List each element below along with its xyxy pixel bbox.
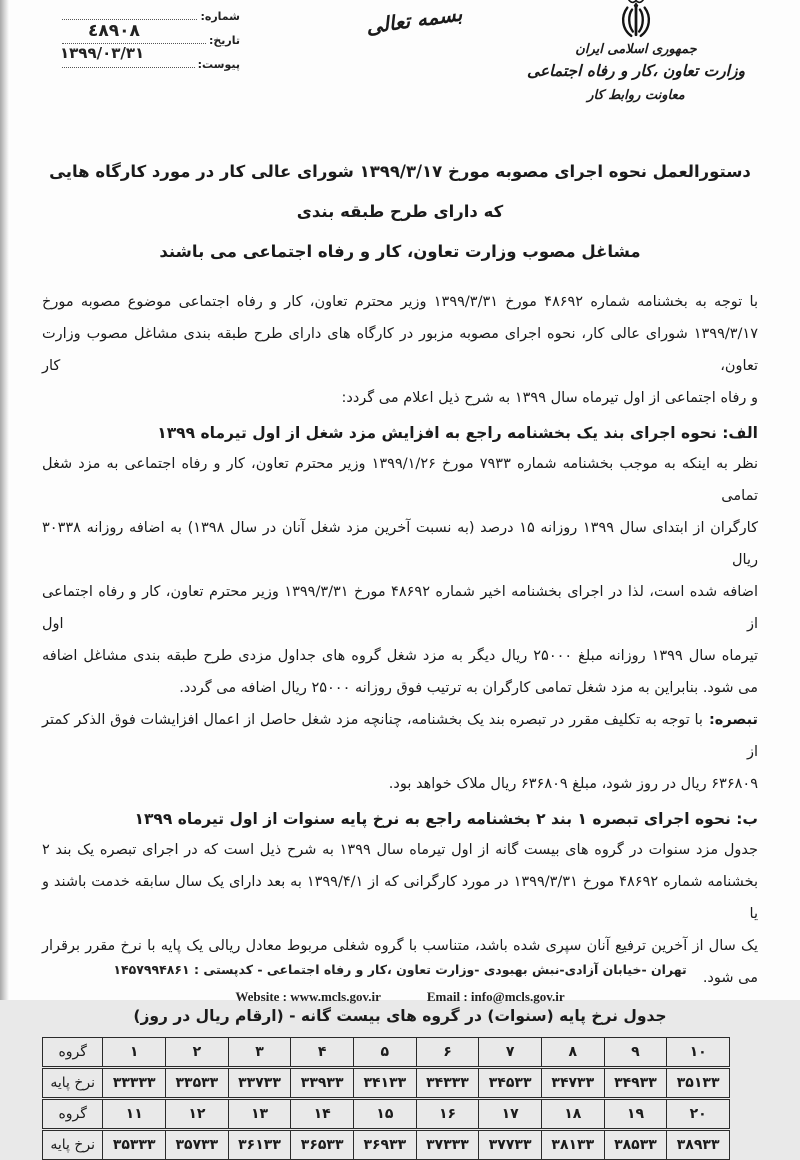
- rate-value-cell: ۳۵۳۳۳: [103, 1130, 166, 1160]
- rate-value-cell: ۳۶۹۳۳: [354, 1130, 417, 1160]
- group-number-cell: ۱۷: [479, 1099, 542, 1130]
- rate-value-cell: ۳۶۱۳۳: [228, 1130, 291, 1160]
- group-number-cell: ۱۱: [103, 1099, 166, 1130]
- group-number-cell: ۱۴: [291, 1099, 354, 1130]
- rate-value-cell: ۳۳۵۳۳: [166, 1068, 229, 1099]
- group-number-cell: ۱۳: [228, 1099, 291, 1130]
- rate-value-cell: ۳۳۷۳۳: [228, 1068, 291, 1099]
- group-number-cell: ۱۰: [667, 1038, 730, 1068]
- note-label: تبصره:: [708, 712, 758, 728]
- document-body: [42, 152, 758, 1160]
- group-number-cell: ۱: [103, 1038, 166, 1068]
- scan-shadow-edge: [0, 0, 9, 1000]
- group-number-cell: ۷: [479, 1038, 542, 1068]
- ministry-name: وزارت تعاون ،کار و رفاه اجتماعی: [527, 62, 745, 80]
- document-date-value: ۱۳۹۹/۰۳/۳۱: [60, 44, 145, 62]
- table-row-groups-1-10: [43, 1038, 730, 1068]
- country-name: جمهوری اسلامی ایران: [575, 42, 697, 57]
- footer-address: تهران -خیابان آزادی-نبش بهبودی -وزارت تعاون ،کار و رفاه اجتماعی - کدپستی : ۱۴۵۷۹۹۴۸۶۱: [113, 962, 687, 977]
- document-title-line: مشاغل مصوب وزارت تعاون، کار و رفاه اجتماعی می باشند: [159, 242, 641, 261]
- number-field-row: [60, 10, 240, 23]
- group-number-cell: ۴: [291, 1038, 354, 1068]
- attachment-dotted-leader: [62, 65, 195, 68]
- paragraph-line: یک سال از آخرین ترفیع آنان سپری شده باشد، متناسب با گروه شغلی مربوط معادل ریالی یک پایه با نرخ مقرر برقرار: [42, 938, 758, 954]
- rate-value-cell: ۳۸۵۳۳: [604, 1130, 667, 1160]
- paragraph-line: جدول مزد سنوات در گروه های بیست گانه از اول تیرماه سال ۱۳۹۹ به شرح ذیل است که در اجرای تبصره یک بند ۲: [42, 842, 758, 858]
- rate-label-cell: نرخ پایه: [43, 1068, 103, 1099]
- paragraph-line: ۱۳۹۹/۳/۱۷ شورای عالی کار، نحوه اجرای مصوبه مزبور در کارگاه های دارای طرح طبقه بندی مشاغل مصوب وزارت تعاون، کار: [42, 326, 758, 374]
- section-b-heading: ب: نحوه اجرای تبصره ۱ بند ۲ بخشنامه راجع به نرخ پایه سنوات از اول تیرماه ۱۳۹۹: [134, 810, 758, 828]
- group-number-cell: ۱۸: [541, 1099, 604, 1130]
- note-line-1: [42, 704, 758, 768]
- department-name: معاونت روابط کار: [587, 88, 685, 103]
- paragraph-line: تیرماه سال ۱۳۹۹ روزانه مبلغ ۲۵۰۰۰ ریال دیگر به مزد شغل گروه های جداول مزدی طرح طبقه بندی مشاغل اضافه: [42, 648, 758, 664]
- number-label: شماره:: [200, 10, 240, 23]
- section-a-paragraph: [42, 448, 758, 704]
- paragraph-line: نظر به اینکه به موجب بخشنامه شماره ۷۹۳۳ مورخ ۱۳۹۹/۱/۲۶ وزیر محترم تعاون، کار و رفاه اجتماعی به مزد شغل تمامی: [42, 456, 758, 504]
- rate-value-cell: ۳۷۳۳۳: [416, 1130, 479, 1160]
- section-a-heading: الف: نحوه اجرای بند یک بخشنامه راجع به افزایش مزد شغل از اول تیرماه ۱۳۹۹: [157, 424, 758, 442]
- rate-value-cell: ۳۴۱۳۳: [354, 1068, 417, 1099]
- paragraph-line: اضافه شده است، لذا در اجرای بخشنامه اخیر شماره ۴۸۶۹۲ مورخ ۱۳۹۹/۳/۳۱ وزیر محترم تعاون، کار و رفاه اجتماعی از اول: [42, 584, 759, 632]
- group-number-cell: ۲۰: [667, 1099, 730, 1130]
- note-line-2: ۶۳۶۸۰۹ ریال در روز شود، مبلغ ۶۳۶۸۰۹ ریال ملاک خواهد بود.: [388, 776, 758, 792]
- group-label-cell: گروه: [43, 1099, 103, 1130]
- note-paragraph: [42, 704, 758, 800]
- table-row-rates-11-20: [43, 1130, 730, 1160]
- group-number-cell: ۱۲: [166, 1099, 229, 1130]
- footer-web-email-row: [0, 989, 800, 1005]
- rate-value-cell: ۳۴۹۳۳: [604, 1068, 667, 1099]
- paragraph-line: و رفاه اجتماعی از اول تیرماه سال ۱۳۹۹ به شرح ذیل اعلام می گردد:: [341, 390, 758, 406]
- document-number-value: ٤٨٩٠٨: [88, 21, 140, 41]
- paragraph-line: با توجه به بخشنامه شماره ۴۸۶۹۲ مورخ ۱۳۹۹/۳/۳۱ وزیر محترم تعاون، کار و رفاه اجتماعی موضوع مصوبه مورخ: [42, 294, 759, 310]
- group-number-cell: ۳: [228, 1038, 291, 1068]
- group-number-cell: ۸: [541, 1038, 604, 1068]
- group-label-cell: گروه: [43, 1038, 103, 1068]
- rate-value-cell: ۳۷۷۳۳: [479, 1130, 542, 1160]
- base-rate-table: [42, 1037, 730, 1160]
- table-row-rates-1-10: [43, 1068, 730, 1099]
- footer-email: Email : info@mcls.gov.ir: [426, 989, 565, 1004]
- group-number-cell: ۱۹: [604, 1099, 667, 1130]
- group-number-cell: ۹: [604, 1038, 667, 1068]
- number-dotted-leader: [62, 17, 197, 20]
- intro-paragraph: [42, 286, 758, 414]
- rate-value-cell: ۳۸۹۳۳: [667, 1130, 730, 1160]
- group-number-cell: ۵: [354, 1038, 417, 1068]
- date-label: تاریخ:: [208, 34, 240, 47]
- group-number-cell: ۲: [166, 1038, 229, 1068]
- paragraph-line: کارگران از ابتدای سال ۱۳۹۹ روزانه ۱۵ درصد (به نسبت آخرین مزد شغل آنان در سال ۱۳۹۸) به اضافه روزانه ۳۰۳۳۸ ریال: [42, 520, 758, 568]
- rate-value-cell: ۳۴۷۳۳: [541, 1068, 604, 1099]
- group-number-cell: ۱۵: [354, 1099, 417, 1130]
- group-number-cell: ۶: [416, 1038, 479, 1068]
- rate-value-cell: ۳۴۵۳۳: [479, 1068, 542, 1099]
- note-text: با توجه به تکلیف مقرر در تبصره بند یک بخشنامه، چنانچه مزد شغل حاصل از اعمال افزایشات فوق الذکر کمتر از: [42, 712, 758, 760]
- rate-value-cell: ۳۵۱۳۳: [667, 1068, 730, 1099]
- rate-value-cell: ۳۸۱۳۳: [541, 1130, 604, 1160]
- footer-website: Website : www.mcls.gov.ir: [235, 989, 381, 1004]
- rate-value-cell: ۳۳۳۳۳: [103, 1068, 166, 1099]
- document-title-line: دستورالعمل نحوه اجرای مصوبه مورخ ۱۳۹۹/۳/۱۷ شورای عالی کار در مورد کارگاه هایی که دارای طرح طبقه بندی: [49, 162, 751, 221]
- paragraph-line: بخشنامه شماره ۴۸۶۹۲ مورخ ۱۳۹۹/۳/۳۱ در مورد کارگرانی که از ۱۳۹۹/۴/۱ به بعد دارای یک سال سابقه خدمت باشند و یا: [42, 874, 759, 922]
- paragraph-line: می شود. بنابراین به مزد شغل تمامی کارگران به ترتیب فوق روزانه ۲۵۰۰۰ ریال اضافه می گردد.: [179, 680, 758, 696]
- rate-value-cell: ۳۵۷۳۳: [166, 1130, 229, 1160]
- rate-value-cell: ۳۴۳۳۳: [416, 1068, 479, 1099]
- table-title: جدول نرخ پایه (سنوات) در گروه های بیست گانه - (ارقام ریال در روز): [133, 1007, 667, 1025]
- iran-emblem-icon: [616, 0, 656, 41]
- paragraph-line: می شود.: [702, 970, 758, 986]
- besmellah-calligraphy: بسمه تعالی: [364, 1, 464, 39]
- group-number-cell: ۱۶: [416, 1099, 479, 1130]
- rate-label-cell: نرخ پایه: [43, 1130, 103, 1160]
- attachment-label: پیوست:: [197, 58, 240, 71]
- table-row-groups-11-20: [43, 1099, 730, 1130]
- letterhead-org-block: [500, 0, 772, 103]
- rate-value-cell: ۳۳۹۳۳: [291, 1068, 354, 1099]
- rate-value-cell: ۳۶۵۳۳: [291, 1130, 354, 1160]
